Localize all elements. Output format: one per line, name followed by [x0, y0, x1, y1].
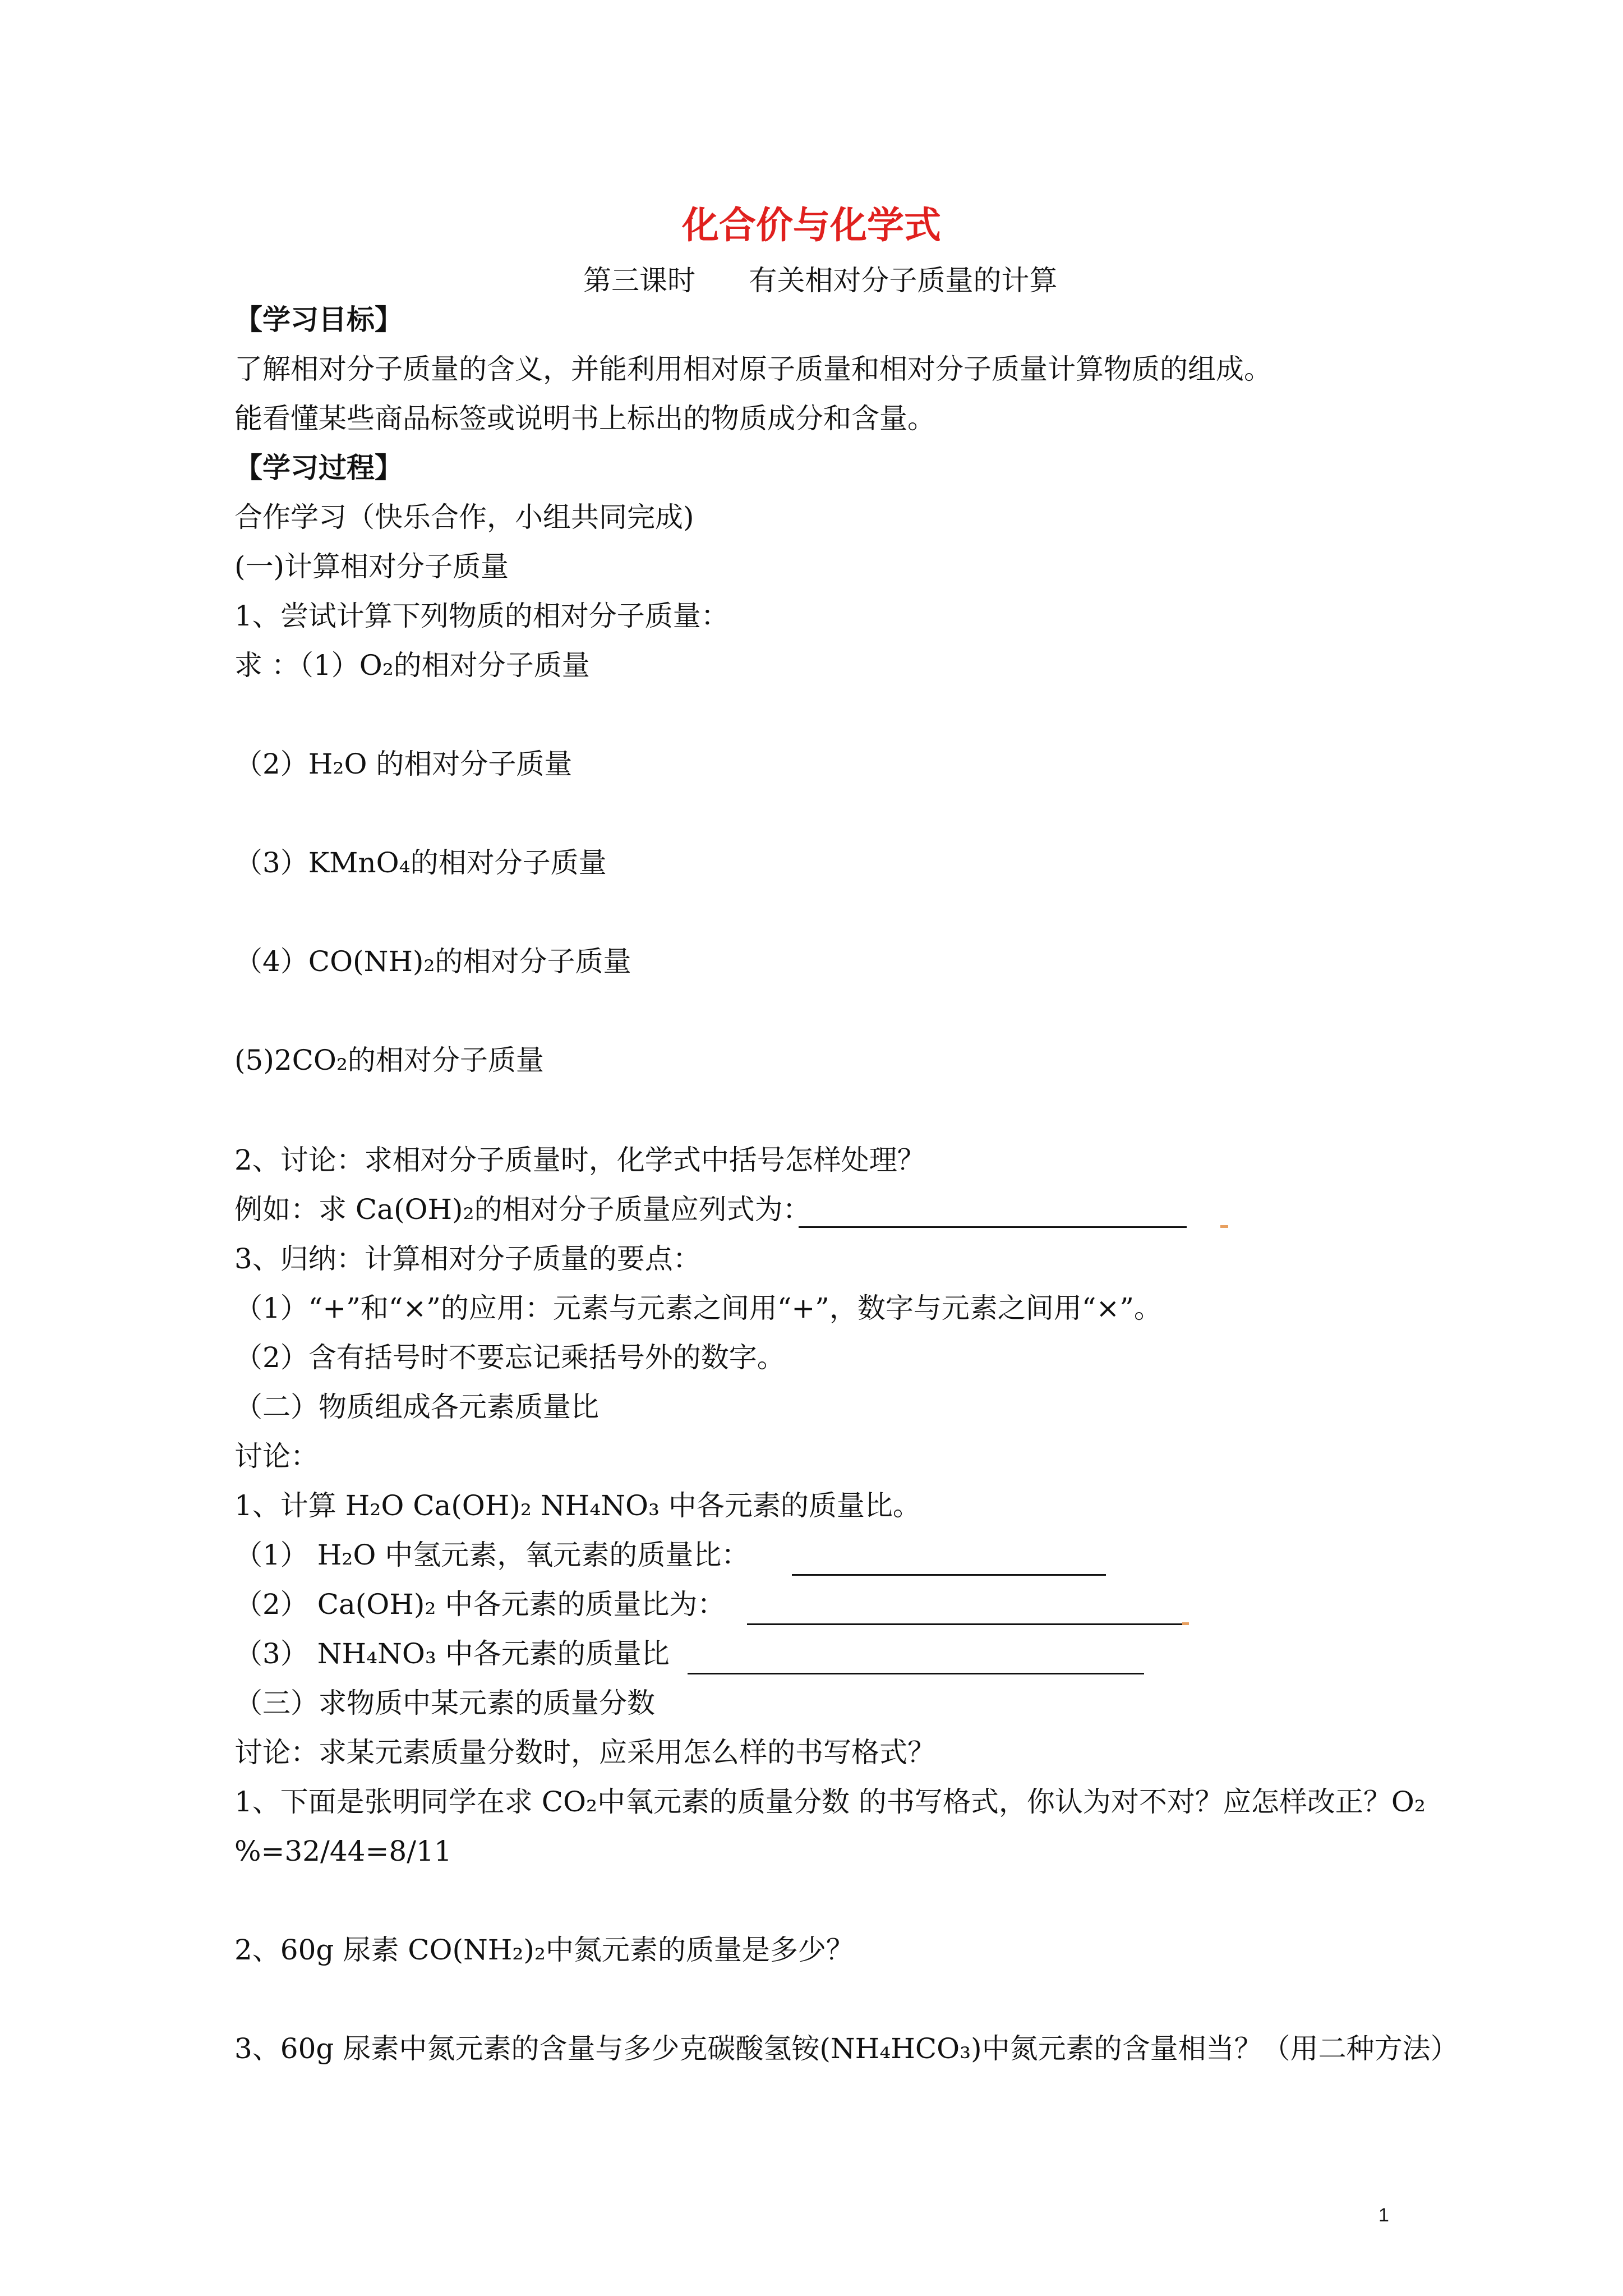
- ratio-item: （1） H₂O 中氢元素，氧元素的质量比：: [234, 1539, 750, 1571]
- answer-blank: [688, 1673, 1144, 1674]
- page-number: 1: [1378, 2205, 1389, 2226]
- section-3-question-1-formula: %=32/44=8/11: [234, 1835, 452, 1867]
- section-1-heading: (一)计算相对分子质量: [234, 550, 509, 583]
- section-2-question: 1、计算 H₂O Ca(OH)₂ NH₄NO₃ 中各元素的质量比。: [234, 1489, 921, 1522]
- question-1-item: 求 ：（1）O₂的相对分子质量: [234, 649, 590, 682]
- discussion-label: 讨论：: [234, 1440, 319, 1473]
- lesson-subtitle: 第三课时 有关相对分子质量的计算: [583, 264, 1058, 297]
- question-2-example: 例如：求 Ca(OH)₂的相对分子质量应列式为：: [234, 1193, 811, 1226]
- section-3-question-2: 2、60g 尿素 CO(NH₂)₂中氮元素的质量是多少？: [234, 1934, 854, 1966]
- section-3-heading: （三）求物质中某元素的质量分数: [234, 1687, 655, 1719]
- summary-point: （1）“+”和“×”的应用：元素与元素之间用“+”，数字与元素之间用“×”。: [234, 1292, 1162, 1324]
- question-1-item: （3）KMnO₄的相对分子质量: [234, 846, 607, 879]
- answer-blank: [747, 1623, 1183, 1625]
- question-1: 1、尝试计算下列物质的相对分子质量：: [234, 600, 729, 632]
- goals-header: 【学习目标】: [234, 303, 403, 336]
- answer-blank: [792, 1574, 1106, 1576]
- question-1-item: （2）H₂O 的相对分子质量: [234, 748, 573, 780]
- goal-item: 了解相对分子质量的含义，并能利用相对原子质量和相对分子质量计算物质的组成。: [234, 353, 1272, 385]
- section-3-discussion: 讨论：求某元素质量分数时，应采用怎么样的书写格式？: [234, 1736, 935, 1769]
- section-3-question-3: 3、60g 尿素中氮元素的含量与多少克碳酸氢铵(NH₄HCO₃)中氮元素的含量相当？（用二种方法）: [234, 2032, 1459, 2065]
- ratio-item: （3） NH₄NO₃ 中各元素的质量比: [234, 1637, 670, 1670]
- answer-blank: [799, 1226, 1187, 1228]
- question-2: 2、讨论：求相对分子质量时，化学式中括号怎样处理？: [234, 1144, 925, 1176]
- section-2-heading: （二）物质组成各元素质量比: [234, 1391, 599, 1423]
- question-3: 3、归纳：计算相对分子质量的要点：: [234, 1243, 701, 1275]
- question-1-item: (5)2CO₂的相对分子质量: [234, 1044, 544, 1076]
- question-1-item: （4）CO(NH)₂的相对分子质量: [234, 945, 631, 978]
- coop-text: 合作学习（快乐合作，小组共同完成): [234, 501, 694, 533]
- document-title: 化合价与化学式: [682, 204, 941, 247]
- section-3-question-1: 1、下面是张明同学在求 CO₂中氧元素的质量分数 的书写格式，你认为对不对？应怎样改正？O₂: [234, 1786, 1426, 1818]
- edit-mark: [1220, 1225, 1228, 1228]
- process-header: 【学习过程】: [234, 452, 403, 484]
- ratio-item: （2） Ca(OH)₂ 中各元素的质量比为：: [234, 1588, 726, 1621]
- goal-item: 能看懂某些商品标签或说明书上标出的物质成分和含量。: [234, 402, 935, 435]
- summary-point: （2）含有括号时不要忘记乘括号外的数字。: [234, 1341, 785, 1374]
- edit-mark: [1182, 1622, 1189, 1625]
